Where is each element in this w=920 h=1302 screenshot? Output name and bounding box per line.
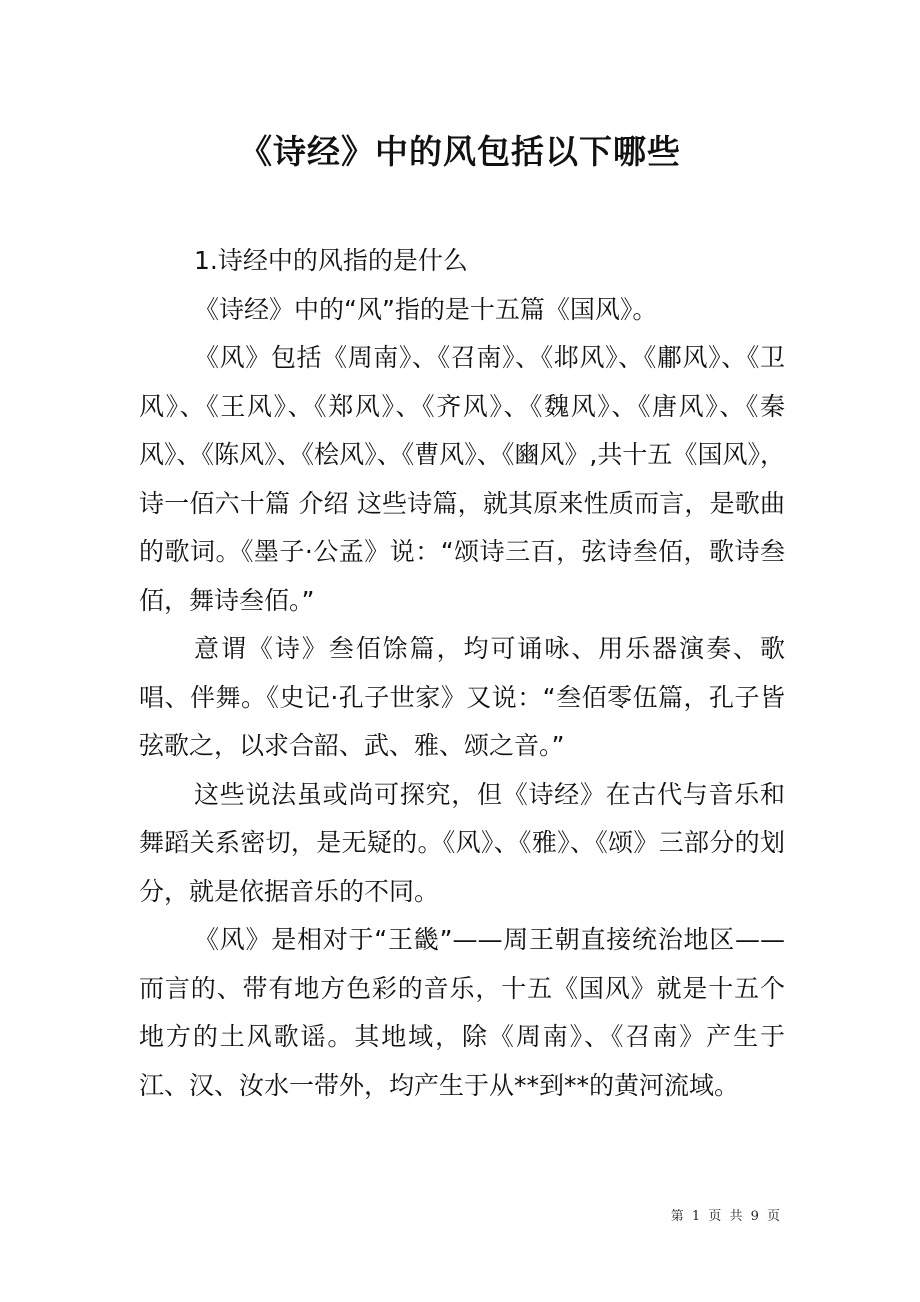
paragraph-3: 《风》包括《周南》、《召南》、《邶风》、《鄘风》、《卫风》、《王风》、《郑风》、《齐风》、《魏风》、《唐风》、《秦风》、《陈风》、《桧风》、《曹风》、《豳风》,共十五《国风》，诗一佰六十篇 介绍 这些诗篇，就其原来性质而言，是歌曲的歌词。《墨子·公孟》说：“颂诗三百，弦诗叁佰，歌诗叁佰，舞诗叁佰。” — [139, 343, 785, 615]
paragraph-2: 《诗经》中的“风”指的是十五篇《国风》。 — [194, 294, 658, 324]
paragraph-1: 1.诗经中的风指的是什么 — [194, 246, 468, 275]
page-number-footer: 第 1 页 共 9 页 — [670, 1209, 782, 1224]
paragraph-4: 意谓《诗》叁佰馀篇，均可诵咏、用乐器演奏、歌唱、伴舞。《史记·孔子世家》又说：“叁佰零伍篇，孔子皆弦歌之，以求合韶、武、雅、颂之音。” — [139, 634, 785, 760]
document-title: 《诗经》中的风包括以下哪些 — [239, 132, 681, 171]
paragraph-6: 《风》是相对于“王畿”——周王朝直接统治地区——而言的、带有地方色彩的音乐，十五《国风》就是十五个地方的土风歌谣。其地域，除《周南》、《召南》产生于江、汉、汝水一带外，均产生于从**到**的黄河流域。 — [139, 925, 785, 1100]
paragraph-5: 这些说法虽或尚可探究，但《诗经》在古代与音乐和舞蹈关系密切，是无疑的。《风》、《雅》、《颂》三部分的划分，就是依据音乐的不同。 — [139, 779, 785, 906]
document-body — [139, 237, 785, 1110]
